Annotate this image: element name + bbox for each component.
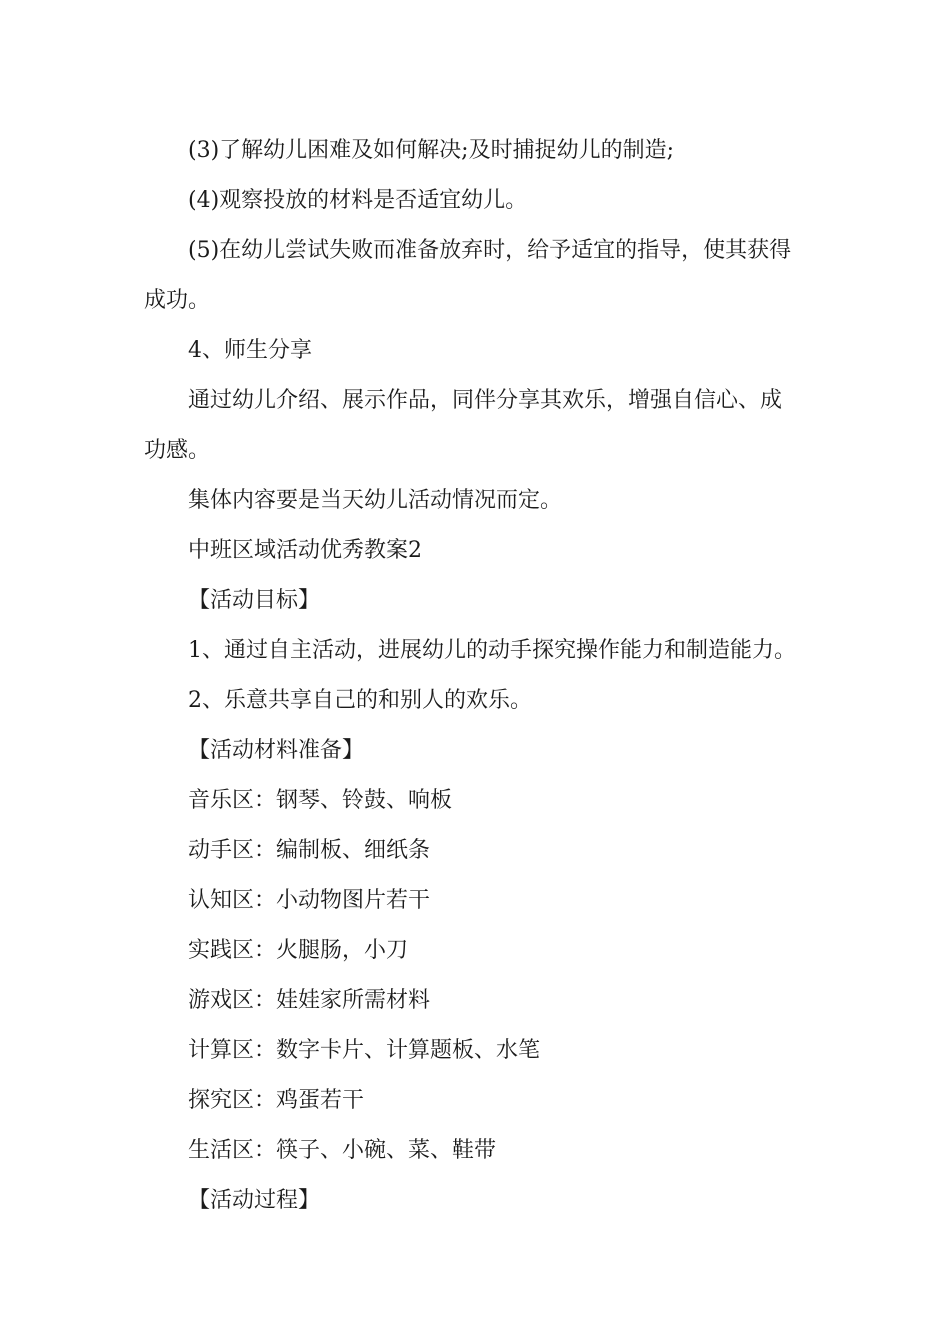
text-line-observe-materials: (4)观察投放的材料是否适宜幼儿。 [188,188,528,213]
lesson-title: 中班区域活动优秀教案2 [188,538,422,563]
material-item-handcraft: 动手区：编制板、细纸条 [188,838,431,863]
goal-item-2: 2、乐意共享自己的和别人的欢乐。 [188,688,532,713]
section-heading-materials: 【活动材料准备】 [188,738,365,763]
material-item-music: 音乐区：钢琴、铃鼓、响板 [188,788,453,813]
material-item-practice: 实践区：火腿肠，小刀 [188,938,409,963]
section-heading-share: 4、师生分享 [188,338,312,363]
text-line-group-content: 集体内容要是当天幼儿活动情况而定。 [188,488,563,513]
section-heading-process: 【活动过程】 [188,1188,321,1213]
section-heading-goals: 【活动目标】 [188,588,321,613]
text-line-observe-difficulties: (3)了解幼儿困难及如何解决;及时捕捉幼儿的制造; [188,138,674,163]
text-line-share-works: 通过幼儿介绍、展示作品，同伴分享其欢乐，增强自信心、成 [188,388,783,413]
text-line-share-works-cont: 功感。 [144,438,211,463]
material-item-calculation: 计算区：数字卡片、计算题板、水笔 [188,1038,541,1063]
material-item-game: 游戏区：娃娃家所需材料 [188,988,431,1013]
text-line-give-guidance-cont: 成功。 [144,288,211,313]
text-line-give-guidance: (5)在幼儿尝试失败而准备放弃时，给予适宜的指导，使其获得 [188,238,792,263]
material-item-daily-life: 生活区：筷子、小碗、菜、鞋带 [188,1138,497,1163]
goal-item-1: 1、通过自主活动，进展幼儿的动手探究操作能力和制造能力。 [188,638,796,663]
material-item-exploration: 探究区：鸡蛋若干 [188,1088,365,1113]
material-item-cognition: 认知区：小动物图片若干 [188,888,431,913]
